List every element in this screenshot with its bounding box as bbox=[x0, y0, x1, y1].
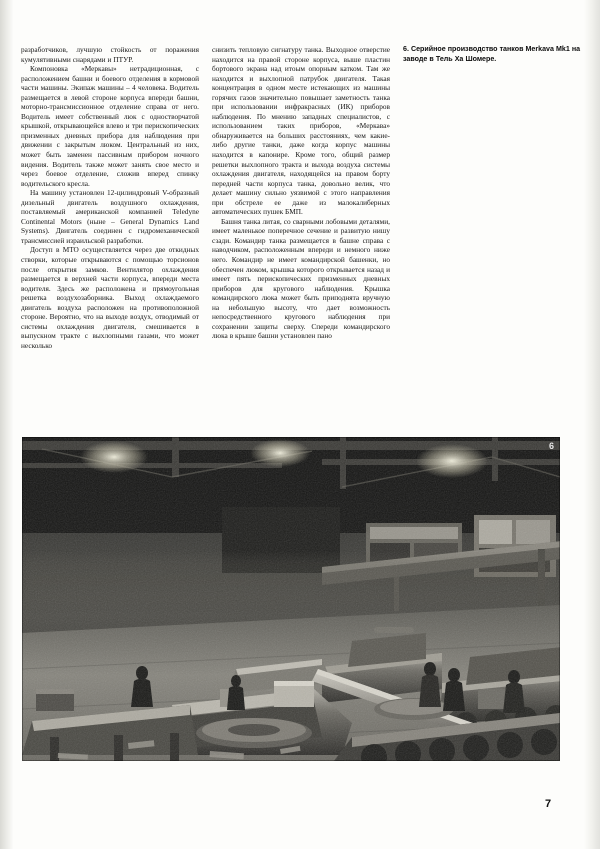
text-columns bbox=[21, 45, 581, 351]
body-column-1 bbox=[21, 45, 199, 351]
body-column-3 bbox=[403, 45, 581, 351]
paragraph: снизить тепловую сигнатуру танка. Выходное отверстие находится на правой стороне корпуса, выше пластин бортового экрана над итоым опорным катком. Там же находится и выхлопной патрубок двигателя. Такая концентрация в одном месте истекающих из машины горячих газов значительно повышает заметность танка при использовании инфракрасных (ИК) приборов наблюдения. По мнению западных специалистов, с использованием таких приборов, «Меркава» обнаруживается на больших расстояниях, чем какие-либо другие танки, даже когда корпус машины находится в капонире. Кроме того, общий размер решетки выхлопного тракта и выхода воздуха системы охлаждения двигателя, находящейся на правом борту передней части корпуса танка, довольно велик, что делает машину сильно уязвимой с этого направления при обстреле ее даже из малокалиберных автоматических пушек БМП. bbox=[212, 45, 390, 217]
paragraph: Башня танка литая, со сварными лобовыми деталями, имеет маленькое поперечное сечение и развитую нишу сзади. Командир танка размещается в башне справа с наводчиком, расположенным впереди и немного ниже него. Командир не имеет командирской башенки, но обеспечен люком, крышка которого открывается назад и имеет пять перископических призменных дневных приборов для кругового наблюдения. Крышка командирского люка может быть приподнята вручную на небольшую высоту, что дает возможность непосредственного кругового наблюдения при сохранении защиты сверху. Спереди командирского люка в крыше башни установлен пано bbox=[212, 216, 390, 341]
body-column-2 bbox=[212, 45, 390, 351]
page-number: 7 bbox=[545, 798, 552, 810]
photo-image bbox=[22, 437, 560, 761]
paragraph: Доступ в МТО осуществляется через две откидных створки, которые открываются с помощью торсионов после открытия замков. Вентилятор охлаждения размещается в верхней части корпуса, впереди места водителя. Здесь же расположена и прямоугольная решетка воздухозаборника. Выход охлаждаемого двигатель воздуха расположен на противоположной стороне. Вероятно, что на выходе воздух, отводимый от системы охлаждения двигателя, смешивается в выпускном тракте с выхлопными газами, что может несколько bbox=[21, 245, 199, 350]
paragraph: Компоновка «Меркавы» нетрадиционная, с расположением башни и боевого отделения в кормовой части машины. Экипаж машины – 4 человека. Водитель размещается в левой стороне корпуса впереди башни, моторно-трансмиссионное отделение справа от него. Водитель имеет собственный люк с одностворчатой крышкой, открывающейся влево и три перископических призменных дневных прибора для наблюдения при движении с закрытым люком. Центральный из них, может быть заменен пассивным прибором ночного видения. Водитель также может занять свое место и через боевое отделение, сложив вперед спинку водительского кресла. bbox=[21, 64, 199, 188]
paragraph: разработчиков, лучшую стойкость от поражения кумулятивными снарядами и ПТУР. bbox=[21, 45, 199, 64]
paragraph: На машину установлен 12-цилиндровый V-образный дизельный двигатель воздушного охлаждения, поставляемый американской компанией Teledyne Continental Motors (ныне – General Dynamics Land Systems). Двигатель соединен с гидромеханической трансмиссией израильской разработки. bbox=[21, 188, 199, 245]
figure-caption: 6. Серийное производство танков Merkava Mk1 на заводе в Тель Ха Шомере. bbox=[403, 45, 581, 63]
factory-assembly-photo bbox=[22, 437, 560, 761]
figure-number: 6 bbox=[548, 441, 554, 451]
